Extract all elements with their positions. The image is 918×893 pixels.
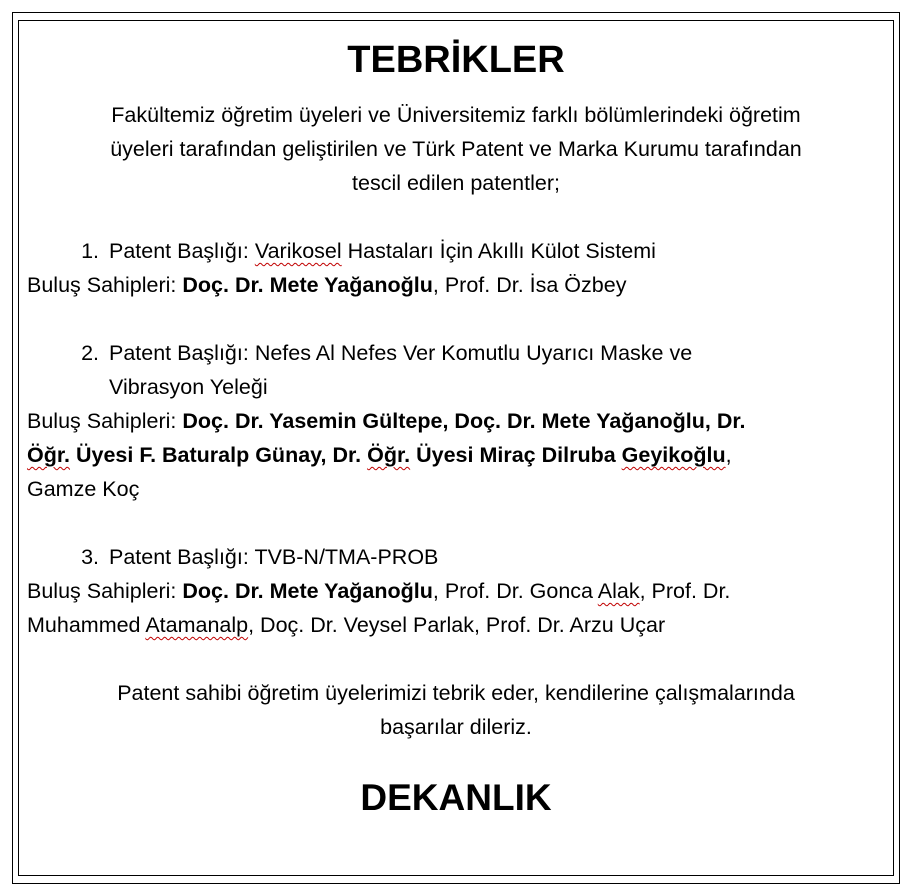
inventors-label: Buluş Sahipleri: — [27, 273, 177, 297]
intro-line: tescil edilen patentler; — [352, 171, 560, 195]
inventor-bold: Üyesi Miraç Dilruba — [410, 443, 622, 467]
closing-line: Patent sahibi öğretim üyelerimizi tebrik eder, kendilerine çalışmalarında — [117, 681, 795, 705]
patent-title-text: Varikosel — [254, 239, 342, 263]
patent-title-continuation — [27, 370, 885, 404]
patent-title-text: Vibrasyon Yeleği — [109, 375, 268, 399]
patent-title-text: Nefes Al Nefes Ver Komutlu Uyarıcı Maske ve — [254, 341, 693, 365]
patent-title-label: Patent Başlığı: — [109, 341, 249, 365]
signature: DEKANLIK — [360, 777, 552, 818]
document-body — [27, 32, 885, 826]
patent-item-2 — [27, 336, 885, 506]
intro-line: Fakültemiz öğretim üyeleri ve Üniversitemiz farklı bölümlerindeki öğretim — [111, 103, 801, 127]
inventors-label: Buluş Sahipleri: — [27, 409, 177, 433]
inventor-bold: Öğr. — [27, 443, 71, 467]
patent-title-line — [27, 234, 885, 268]
inventor-bold: Geyikoğlu — [621, 443, 726, 467]
patent-title-text: Hastaları İçin Akıllı Külot Sistemi — [341, 239, 656, 263]
inventor-bold: Doç. Dr. Mete Yağanoğlu — [182, 273, 433, 297]
inventor-text: Alak — [597, 579, 640, 603]
patent-title-label: Patent Başlığı: — [109, 239, 249, 263]
patent-title-line — [27, 540, 885, 574]
inventors-line — [27, 574, 885, 608]
intro-line: üyeleri tarafından geliştirilen ve Türk Patent ve Marka Kurumu tarafından — [110, 137, 802, 161]
inventor-bold: Öğr. — [367, 443, 411, 467]
list-number: 3. — [81, 545, 99, 569]
patent-item-1 — [27, 234, 885, 302]
inventor-text: Muhammed — [27, 613, 146, 637]
page-title: TEBRİKLER — [347, 39, 565, 81]
inventor-text: , Prof. Dr. İsa Özbey — [432, 273, 627, 297]
patent-title-label: Patent Başlığı: — [109, 545, 249, 569]
inventors-label: Buluş Sahipleri: — [27, 579, 177, 603]
inventor-text: Atamanalp — [145, 613, 249, 637]
closing-line: başarılar dileriz. — [380, 715, 532, 739]
patent-title-text: TVB-N/TMA-PROB — [254, 545, 439, 569]
list-number: 2. — [81, 341, 99, 365]
inventor-bold: Doç. Dr. Yasemin Gültepe, Doç. Dr. Mete Yağanoğlu, Dr. — [182, 409, 746, 433]
inventor-text: Gamze Koç — [27, 477, 140, 501]
inventors-line — [27, 608, 885, 642]
intro-paragraph — [27, 98, 885, 200]
inventor-bold: Doç. Dr. Mete Yağanoğlu — [182, 579, 433, 603]
inventors-line — [27, 268, 885, 302]
inventor-text: , Doç. Dr. Veysel Parlak, Prof. Dr. Arzu Uçar — [248, 613, 666, 637]
inventor-text: , Prof. Dr. — [639, 579, 731, 603]
closing-paragraph — [27, 676, 885, 744]
inventors-line — [27, 404, 885, 438]
patent-item-3 — [27, 540, 885, 642]
inventors-line — [27, 438, 885, 472]
patent-title-line — [27, 336, 885, 370]
inventor-text: , Prof. Dr. Gonca — [432, 579, 598, 603]
list-number: 1. — [81, 239, 99, 263]
inventors-line — [27, 472, 885, 506]
inventor-bold: Üyesi F. Baturalp Günay, Dr. — [70, 443, 368, 467]
inventor-text: , — [725, 443, 732, 467]
